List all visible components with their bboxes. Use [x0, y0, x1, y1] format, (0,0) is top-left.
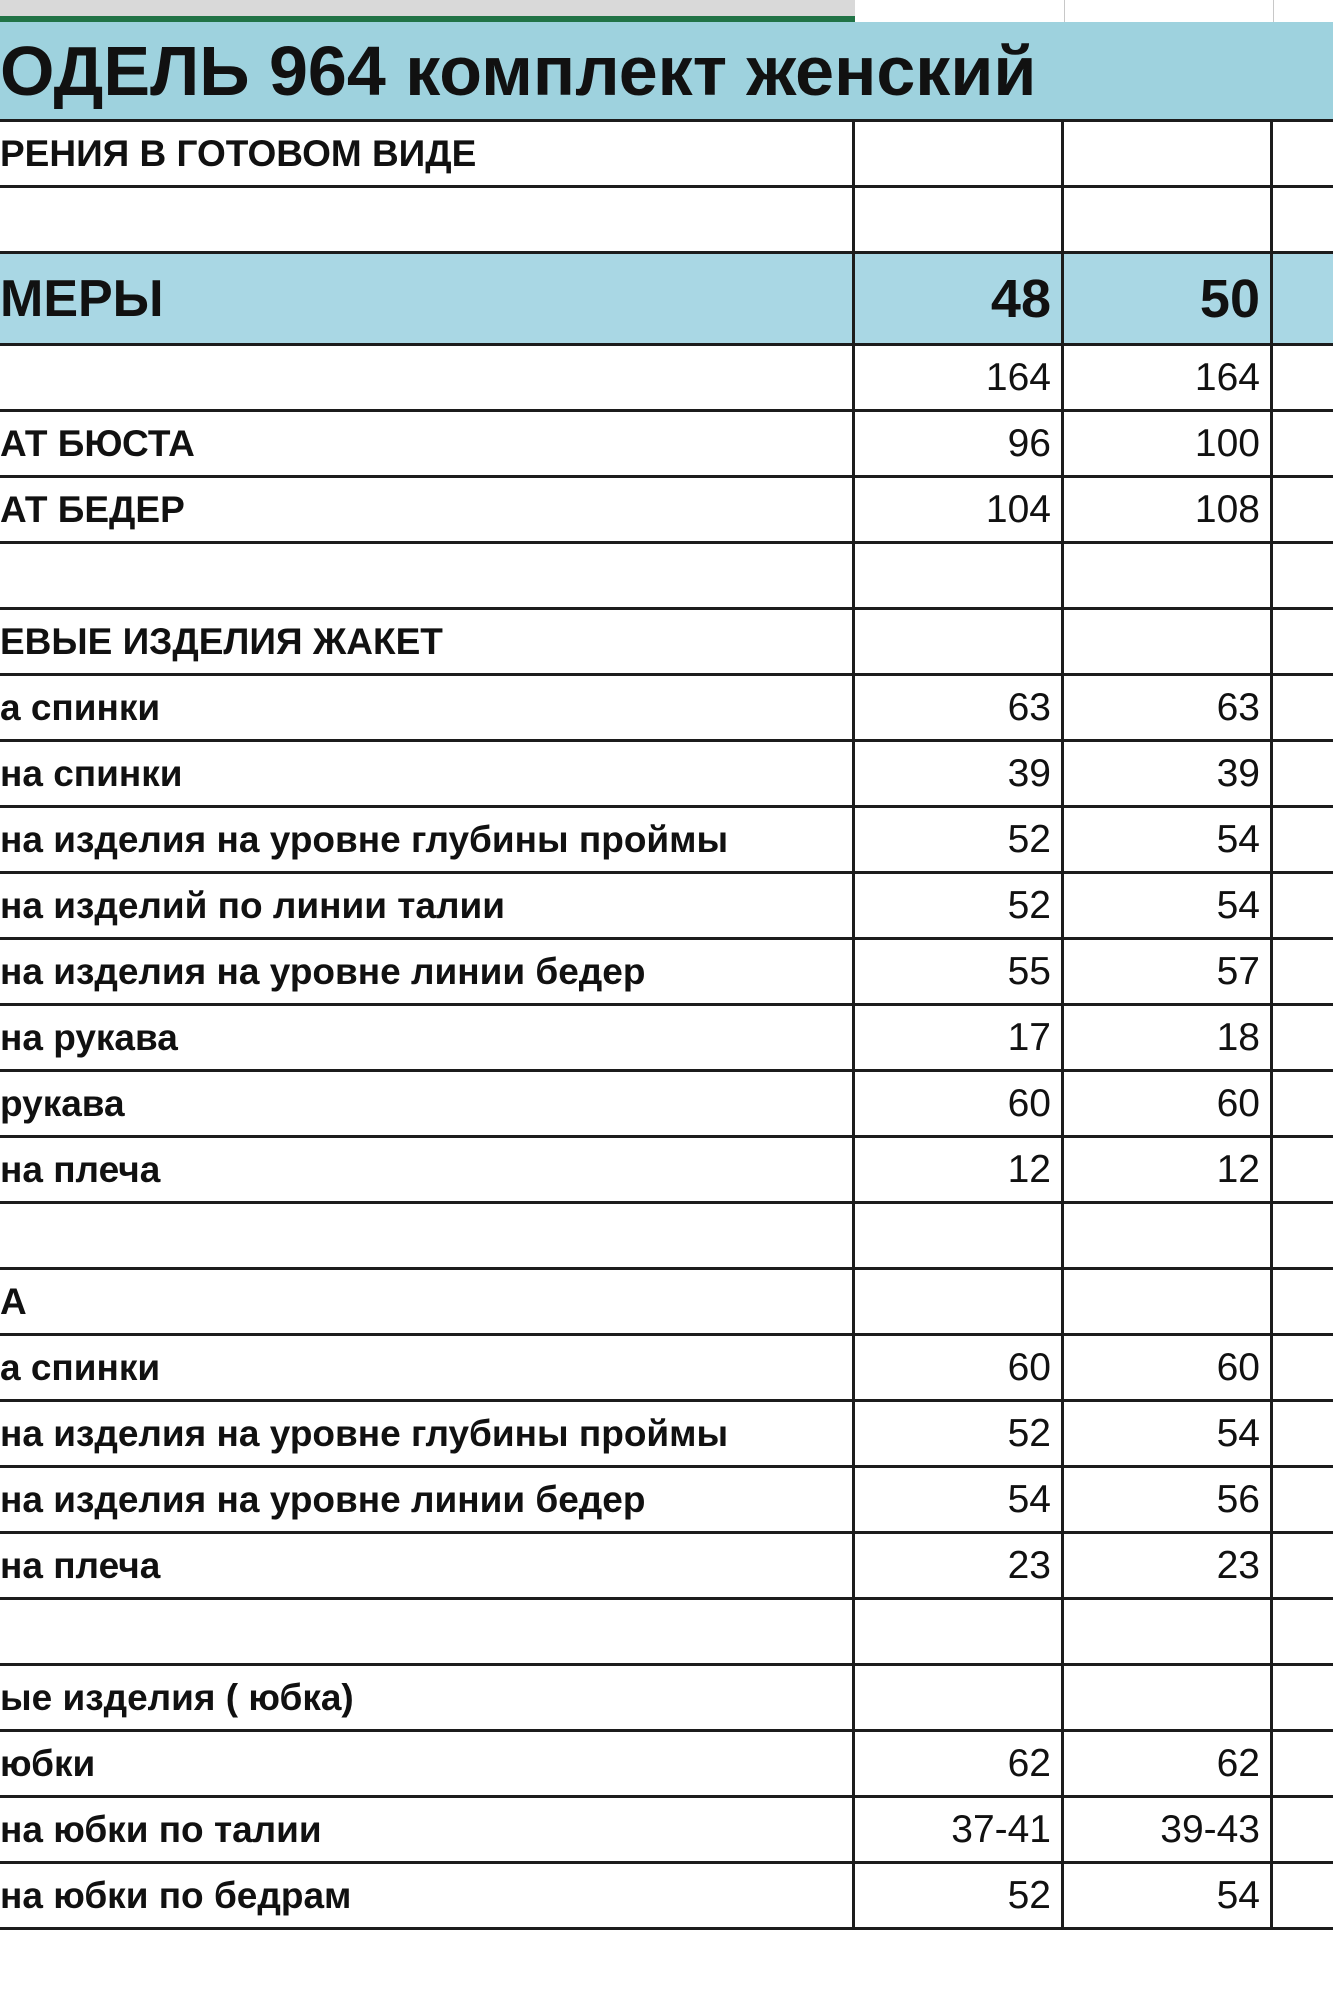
table-row [0, 1072, 1333, 1138]
table-row [0, 1534, 1333, 1600]
empty-cell[interactable] [1273, 1732, 1333, 1795]
value-size-48[interactable]: 39 [855, 742, 1064, 805]
empty-cell[interactable] [1273, 1600, 1333, 1663]
table-row [0, 676, 1333, 742]
section-heading-row [0, 610, 1333, 676]
skirt-section-heading[interactable]: ые изделия ( юбка) [0, 1666, 855, 1729]
empty-cell[interactable] [1273, 188, 1333, 251]
empty-cell[interactable] [1273, 1072, 1333, 1135]
value-size-48[interactable]: 54 [855, 1468, 1064, 1531]
value-size-48[interactable]: 96 [855, 412, 1064, 475]
value-size-50[interactable]: 108 [1064, 478, 1273, 541]
empty-cell[interactable] [1273, 1006, 1333, 1069]
top-section-heading[interactable]: А [0, 1270, 855, 1333]
table-row [0, 1138, 1333, 1204]
measure-label[interactable]: на юбки по талии [0, 1798, 855, 1861]
empty-cell[interactable] [0, 544, 855, 607]
value-size-48[interactable]: 164 [855, 346, 1064, 409]
measure-label[interactable]: юбки [0, 1732, 855, 1795]
value-size-50[interactable]: 54 [1064, 874, 1273, 937]
empty-cell[interactable] [855, 188, 1064, 251]
value-size-50[interactable]: 62 [1064, 1732, 1273, 1795]
empty-row [0, 1204, 1333, 1270]
empty-cell[interactable] [1273, 610, 1333, 673]
value-size-50[interactable]: 39 [1064, 742, 1273, 805]
toolbar-strip [0, 0, 1333, 22]
table-row [0, 1732, 1333, 1798]
value-size-48[interactable]: 37-41 [855, 1798, 1064, 1861]
value-size-48[interactable]: 17 [855, 1006, 1064, 1069]
sheet-tab-active[interactable] [0, 0, 855, 16]
measure-label[interactable]: на плеча [0, 1534, 855, 1597]
value-size-50[interactable]: 63 [1064, 676, 1273, 739]
value-size-48[interactable]: 63 [855, 676, 1064, 739]
table-row [0, 412, 1333, 478]
empty-cell[interactable] [1273, 1270, 1333, 1333]
size-48-header[interactable]: 48 [855, 254, 1064, 343]
empty-cell[interactable] [855, 122, 1064, 185]
empty-cell[interactable] [1273, 1798, 1333, 1861]
value-size-48[interactable]: 60 [855, 1336, 1064, 1399]
empty-row [0, 1600, 1333, 1666]
empty-cell[interactable] [1273, 254, 1333, 343]
empty-cell[interactable] [1273, 1204, 1333, 1267]
empty-cell[interactable] [1064, 1270, 1273, 1333]
measure-label[interactable]: рукава [0, 1072, 855, 1135]
table-row [0, 1468, 1333, 1534]
measure-label[interactable]: на изделия на уровне линии бедер [0, 1468, 855, 1531]
value-size-50[interactable]: 54 [1064, 808, 1273, 871]
empty-cell[interactable] [1273, 346, 1333, 409]
empty-cell[interactable] [0, 1204, 855, 1267]
value-size-50[interactable]: 164 [1064, 346, 1273, 409]
empty-cell[interactable] [1273, 808, 1333, 871]
table-row [0, 874, 1333, 940]
empty-cell[interactable] [1273, 1336, 1333, 1399]
value-size-50[interactable]: 60 [1064, 1072, 1273, 1135]
table-row [0, 1864, 1333, 1930]
empty-cell[interactable] [855, 1666, 1064, 1729]
empty-cell[interactable] [855, 1204, 1064, 1267]
empty-cell[interactable] [1064, 122, 1273, 185]
value-size-48[interactable]: 104 [855, 478, 1064, 541]
measure-label[interactable]: а спинки [0, 1336, 855, 1399]
empty-cell[interactable] [1273, 742, 1333, 805]
value-size-48[interactable]: 12 [855, 1138, 1064, 1201]
empty-cell[interactable] [1273, 412, 1333, 475]
measure-label[interactable]: на плеча [0, 1138, 855, 1201]
measure-label[interactable]: на юбки по бедрам [0, 1864, 855, 1927]
empty-cell[interactable] [855, 1270, 1064, 1333]
table-row [0, 940, 1333, 1006]
measure-label[interactable]: на рукава [0, 1006, 855, 1069]
measure-label[interactable]: на изделия на уровне глубины проймы [0, 1402, 855, 1465]
subtitle-row [0, 122, 1333, 188]
page-title[interactable]: ОДЕЛЬ 964 комплект женский [0, 31, 1037, 110]
measure-label[interactable] [0, 346, 855, 409]
measure-label[interactable]: на изделия на уровне глубины проймы [0, 808, 855, 871]
value-size-50[interactable]: 60 [1064, 1336, 1273, 1399]
toolbar-divider [1273, 0, 1274, 22]
empty-cell[interactable] [1273, 1468, 1333, 1531]
empty-cell[interactable] [1064, 1600, 1273, 1663]
empty-cell[interactable] [1273, 1864, 1333, 1927]
value-size-48[interactable]: 52 [855, 1402, 1064, 1465]
empty-cell[interactable] [1273, 1666, 1333, 1729]
value-size-50[interactable]: 54 [1064, 1864, 1273, 1927]
measure-label[interactable]: на спинки [0, 742, 855, 805]
section-heading-row [0, 1270, 1333, 1336]
size-50-header[interactable]: 50 [1064, 254, 1273, 343]
table-row [0, 1006, 1333, 1072]
measure-label[interactable]: а спинки [0, 676, 855, 739]
value-size-50[interactable]: 23 [1064, 1534, 1273, 1597]
empty-cell[interactable] [1064, 544, 1273, 607]
empty-cell[interactable] [1064, 1204, 1273, 1267]
empty-cell[interactable] [855, 1600, 1064, 1663]
empty-cell[interactable] [0, 188, 855, 251]
empty-cell[interactable] [1273, 478, 1333, 541]
empty-cell[interactable] [1273, 940, 1333, 1003]
empty-cell[interactable] [0, 1600, 855, 1663]
empty-cell[interactable] [1273, 874, 1333, 937]
value-size-50[interactable]: 39-43 [1064, 1798, 1273, 1861]
value-size-48[interactable]: 52 [855, 1864, 1064, 1927]
spreadsheet-grid [0, 22, 1333, 1930]
value-size-48[interactable]: 52 [855, 808, 1064, 871]
value-size-48[interactable]: 62 [855, 1732, 1064, 1795]
table-row [0, 742, 1333, 808]
empty-cell[interactable] [1273, 1402, 1333, 1465]
sizes-header-row [0, 254, 1333, 346]
measure-label[interactable]: на изделий по линии талии [0, 874, 855, 937]
empty-row [0, 188, 1333, 254]
measure-label[interactable]: АТ БЕДЕР [0, 478, 855, 541]
toolbar-divider [1064, 0, 1065, 22]
title-row [0, 22, 1333, 122]
jacket-section-heading[interactable]: ЕВЫЕ ИЗДЕЛИЯ ЖАКЕТ [0, 610, 855, 673]
table-row [0, 478, 1333, 544]
value-size-50[interactable]: 18 [1064, 1006, 1273, 1069]
table-row [0, 1798, 1333, 1864]
measure-label[interactable]: на изделия на уровне линии бедер [0, 940, 855, 1003]
empty-cell[interactable] [1273, 1534, 1333, 1597]
value-size-50[interactable]: 12 [1064, 1138, 1273, 1201]
sizes-header-label[interactable]: МЕРЫ [0, 254, 855, 343]
measure-label[interactable]: АТ БЮСТА [0, 412, 855, 475]
value-size-50[interactable]: 57 [1064, 940, 1273, 1003]
section-heading-row [0, 1666, 1333, 1732]
value-size-48[interactable]: 23 [855, 1534, 1064, 1597]
table-row [0, 346, 1333, 412]
value-size-48[interactable]: 55 [855, 940, 1064, 1003]
empty-cell[interactable] [1273, 544, 1333, 607]
empty-cell[interactable] [855, 610, 1064, 673]
empty-cell[interactable] [855, 544, 1064, 607]
value-size-50[interactable]: 56 [1064, 1468, 1273, 1531]
table-row [0, 1402, 1333, 1468]
empty-cell[interactable] [1064, 610, 1273, 673]
empty-cell[interactable] [1064, 188, 1273, 251]
table-row [0, 808, 1333, 874]
subtitle-cell[interactable]: РЕНИЯ В ГОТОВОМ ВИДЕ [0, 122, 855, 185]
empty-cell[interactable] [1064, 1666, 1273, 1729]
empty-row [0, 544, 1333, 610]
value-size-48[interactable]: 52 [855, 874, 1064, 937]
empty-cell[interactable] [1273, 1138, 1333, 1201]
empty-cell[interactable] [1273, 676, 1333, 739]
table-row [0, 1336, 1333, 1402]
empty-cell[interactable] [1273, 122, 1333, 185]
value-size-48[interactable]: 60 [855, 1072, 1064, 1135]
value-size-50[interactable]: 100 [1064, 412, 1273, 475]
value-size-50[interactable]: 54 [1064, 1402, 1273, 1465]
